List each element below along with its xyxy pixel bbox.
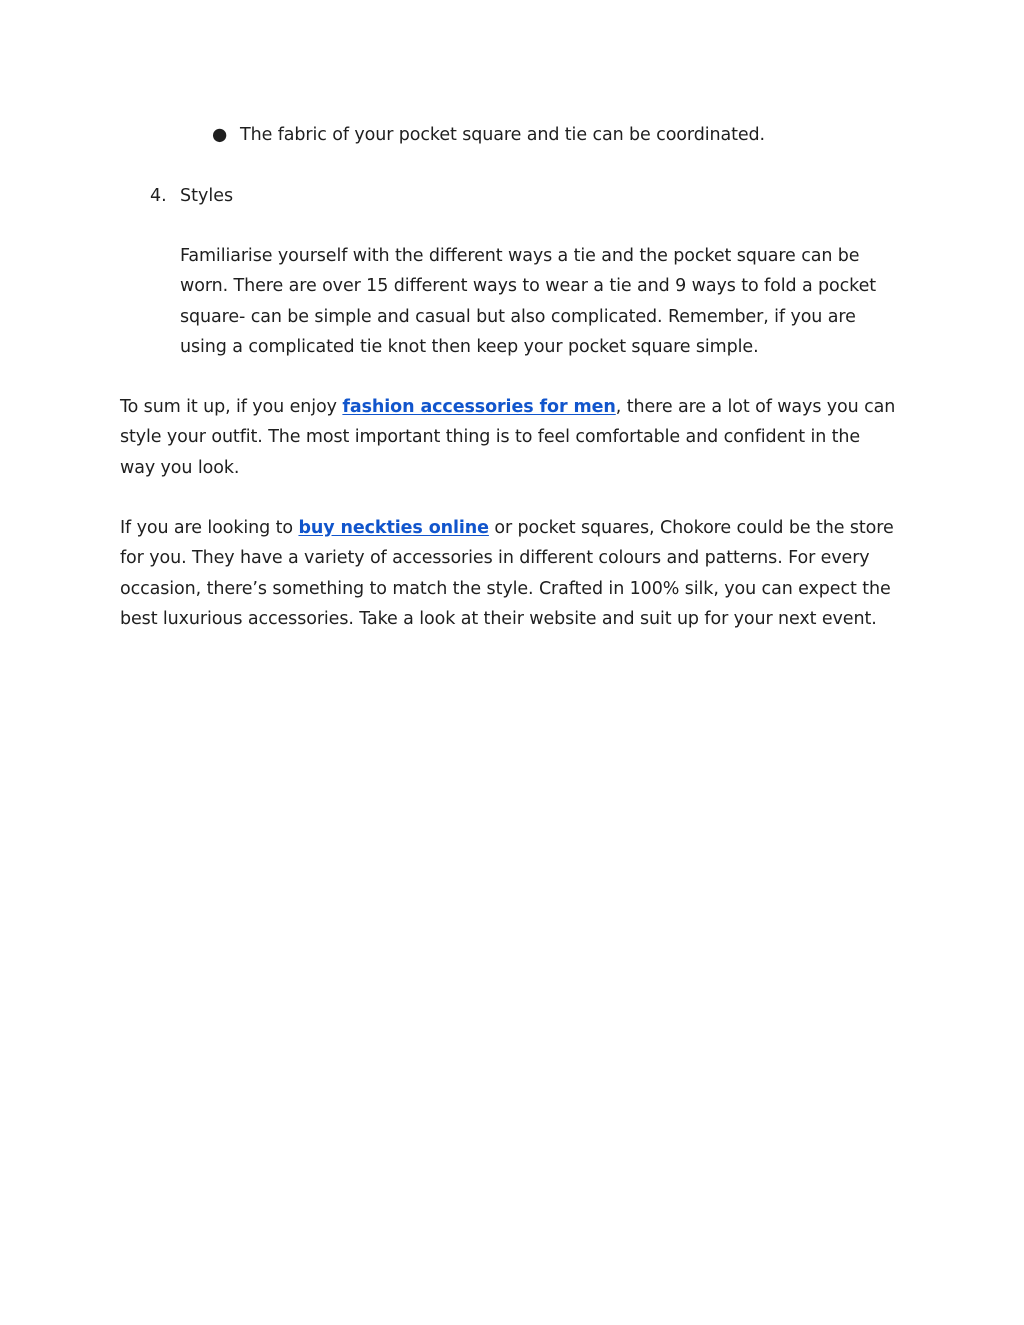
bullet-text: The fabric of your pocket square and tie can be coordinated. — [240, 125, 765, 145]
list-number: 4. — [150, 186, 167, 206]
buy-neckties-link[interactable]: buy neckties online — [298, 518, 489, 538]
body-line: square- can be simple and casual but also complicated. Remember, if you are — [180, 306, 856, 327]
text-before-link: To sum it up, if you enjoy — [120, 397, 343, 417]
paragraph-line: for you. They have a variety of accessories in different colours and patterns. For every — [120, 548, 870, 569]
fashion-accessories-link[interactable]: fashion accessories for men — [342, 397, 616, 417]
text-after-link: , there are a lot of ways you can — [615, 397, 896, 417]
body-line: Familiarise yourself with the different ways a tie and the pocket square can be — [180, 246, 860, 266]
body-line: using a complicated tie knot then keep your pocket square simple. — [180, 336, 759, 357]
store-paragraph — [120, 513, 920, 634]
paragraph-line: occasion, there’s something to match the style. Crafted in 100% silk, you can expect the — [120, 578, 891, 599]
list-item-title: Styles — [180, 186, 234, 206]
paragraph-line: way you look. — [120, 457, 240, 478]
paragraph-line: style your outfit. The most important thing is to feel comfortable and confident in the — [120, 427, 861, 448]
text-before-link: If you are looking to — [120, 518, 299, 538]
list-item-body — [180, 241, 920, 362]
paragraph-line — [120, 392, 920, 422]
bullet-list-item — [212, 120, 765, 150]
summary-paragraph — [120, 392, 920, 483]
bullet-marker: ● — [212, 125, 228, 145]
text-after-link: or pocket squares, Chokore could be the store — [488, 518, 894, 538]
body-line: worn. There are over 15 different ways to wear a tie and 9 ways to fold a pocket — [180, 276, 876, 297]
paragraph-line — [120, 513, 920, 543]
paragraph-line: best luxurious accessories. Take a look at their website and suit up for your next event. — [120, 608, 877, 629]
